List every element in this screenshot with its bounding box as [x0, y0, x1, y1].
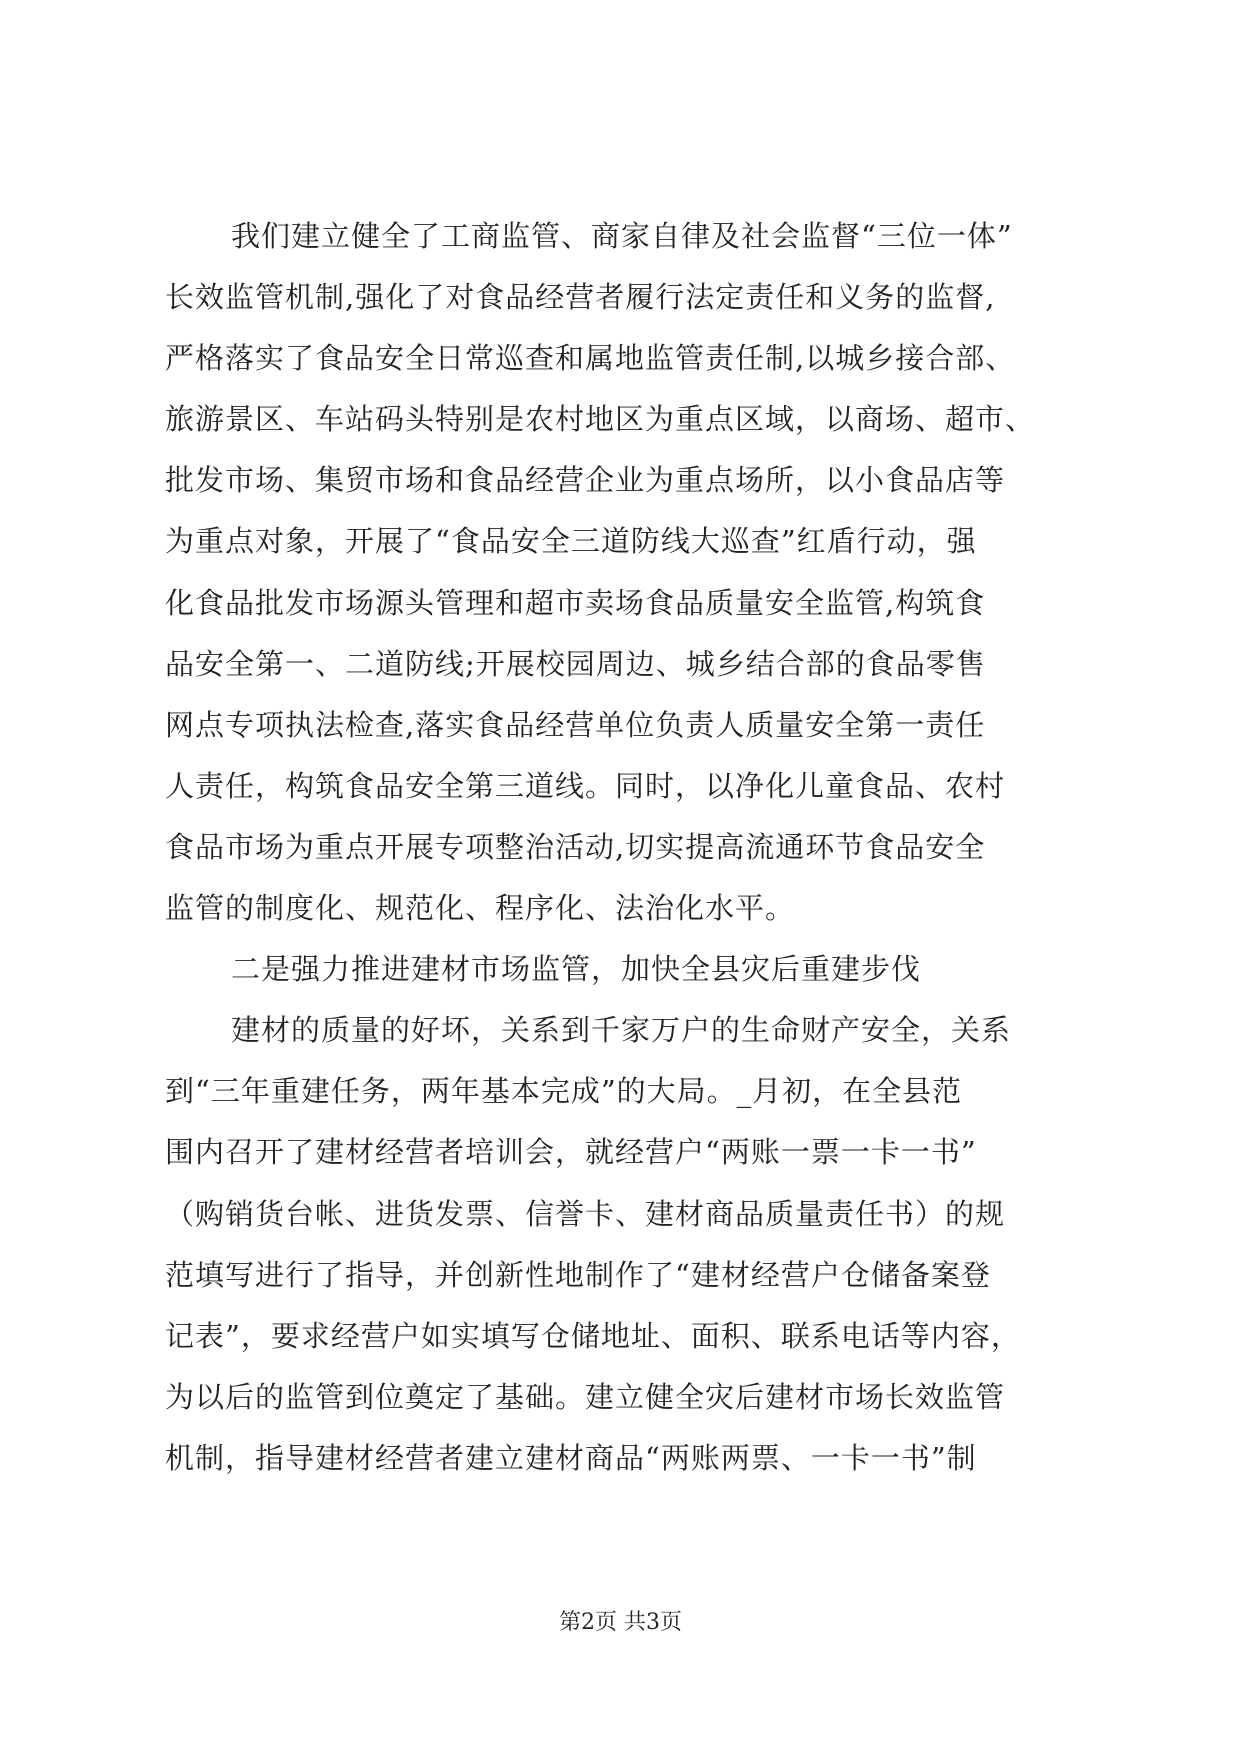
- text-line: 长效监管机制,强化了对食品经营者履行法定责任和义务的监督,: [165, 280, 996, 315]
- text-line: 机制，指导建材经营者建立建材商品“两账两票、一卡一书”制: [165, 1440, 977, 1475]
- text-line: 到“三年重建任务，两年基本完成”的大局。_月初，在全县范: [165, 1074, 963, 1109]
- text-line: 品安全第一、二道防线;开展校园周边、城乡结合部的食品零售: [165, 646, 986, 681]
- text-line: 网点专项执法检查,落实食品经营单位负责人质量安全第一责任: [165, 707, 986, 742]
- text-line: 我们建立健全了工商监管、商家自律及社会监督“三位一体”: [231, 219, 1013, 253]
- text-line: 围内召开了建材经营者培训会，就经营户“两账一票一卡一书”: [165, 1135, 977, 1170]
- text-line: 批发市场、集贸市场和食品经营企业为重点场所，以小食品店等: [165, 463, 1006, 498]
- document-body: [165, 206, 1125, 1489]
- text-line: 化食品批发市场源头管理和超市卖场食品质量安全监管,构筑食: [165, 585, 986, 620]
- text-line: 严格落实了食品安全日常巡查和属地监管责任制,以城乡接合部、: [165, 341, 1016, 376]
- text-line: 人责任，构筑食品安全第三道线。同时，以净化儿童食品、农村: [165, 768, 1006, 803]
- text-line: （购销货台帐、进货发票、信誉卡、建材商品质量责任书）的规: [165, 1196, 1006, 1231]
- text-line: 范填写进行了指导，并创新性地制作了“建材经营户仓储备案登: [165, 1257, 991, 1292]
- page-number: 第2页 共3页: [559, 1610, 682, 1635]
- text-line: 建材的质量的好坏，关系到千家万户的生命财产安全，关系: [231, 1013, 1012, 1048]
- text-line: 旅游景区、车站码头特别是农村地区为重点区域，以商场、超市、: [165, 402, 1036, 437]
- text-line: 食品市场为重点开展专项整治活动,切实提高流通环节食品安全: [165, 829, 986, 864]
- text-line: 监管的制度化、规范化、程序化、法治化水平。: [165, 891, 796, 926]
- text-line: 为以后的监管到位奠定了基础。建立健全灾后建材市场长效监管: [165, 1379, 1006, 1414]
- section-heading: 二是强力推进建材市场监管，加快全县灾后重建步伐: [231, 952, 922, 987]
- text-line: 为重点对象，开展了“食品安全三道防线大巡查”红盾行动，强: [165, 524, 977, 559]
- text-line: 记表”，要求经营户如实填写仓储地址、面积、联系电话等内容，: [165, 1318, 1021, 1353]
